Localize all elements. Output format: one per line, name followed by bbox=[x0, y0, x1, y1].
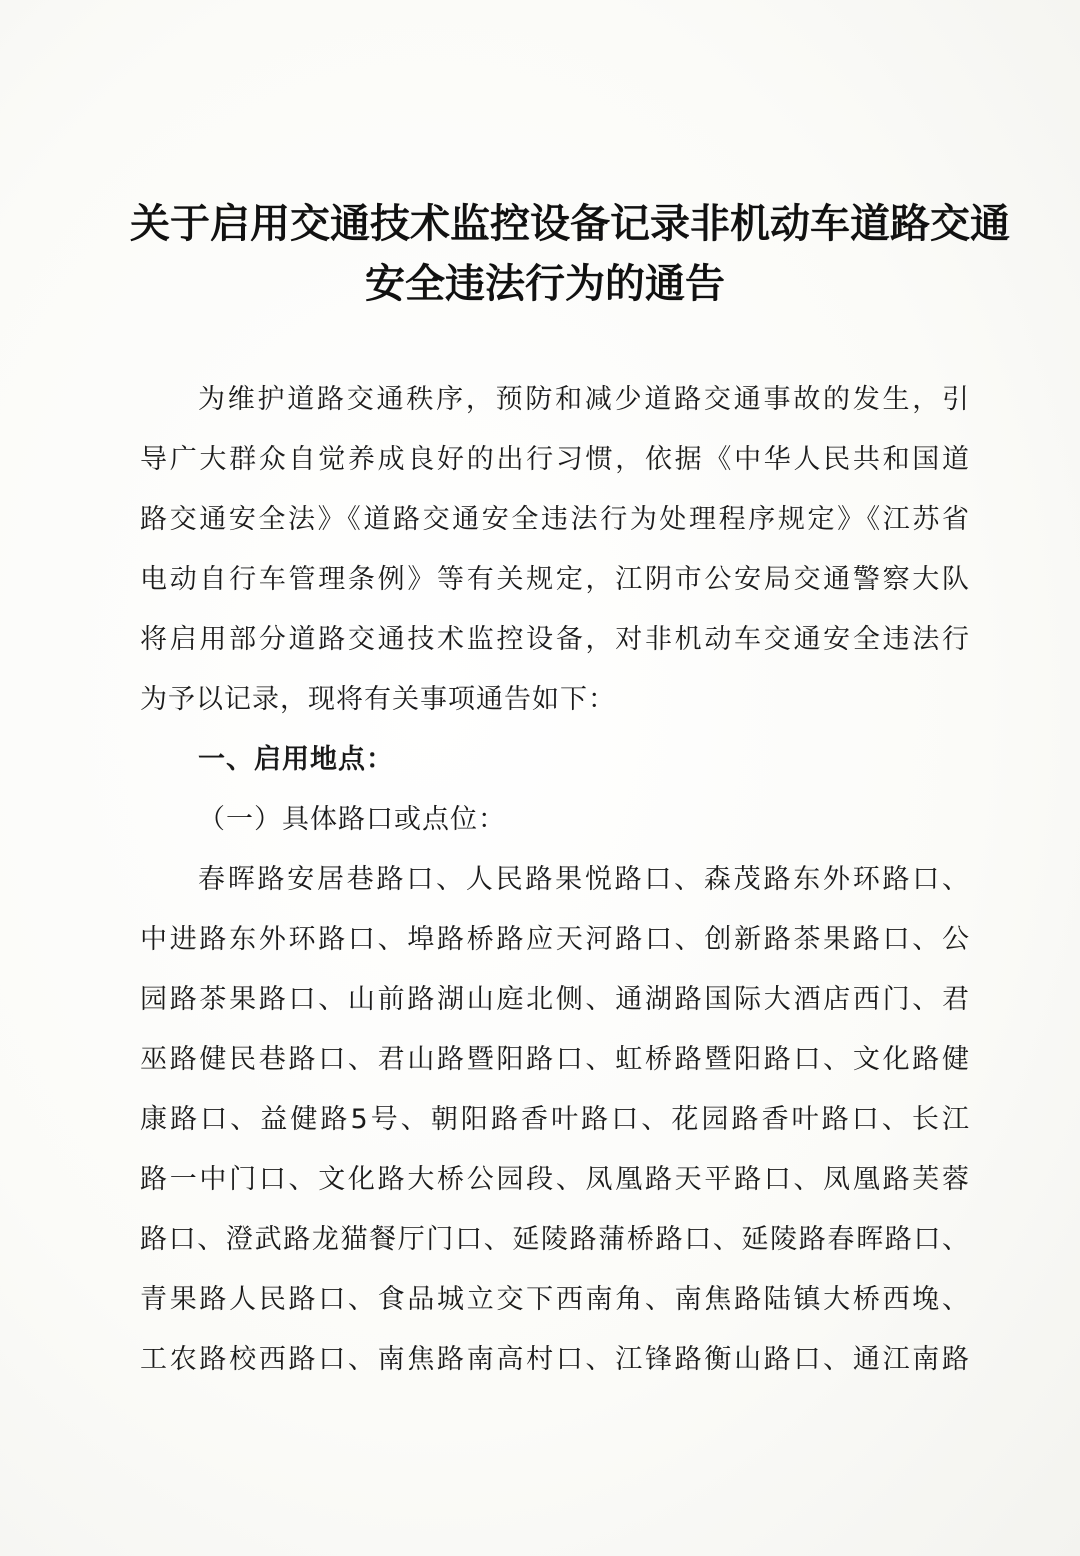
subsection-heading: （一）具体路口或点位： bbox=[198, 804, 506, 835]
location-line: 工农路校西路口、南焦路南高村口、江锋路衡山路口、通江南路 bbox=[140, 1344, 970, 1375]
section-heading: 一、启用地点： bbox=[198, 744, 394, 775]
location-line: 路一中门口、文化路大桥公园段、凤凰路天平路口、凤凰路芙蓉 bbox=[140, 1164, 970, 1195]
location-line: 康路口、益健路5号、朝阳路香叶路口、花园路香叶路口、长江 bbox=[140, 1104, 970, 1135]
location-line: 巫路健民巷路口、君山路暨阳路口、虹桥路暨阳路口、文化路健 bbox=[140, 1044, 970, 1075]
paragraph-line: 将启用部分道路交通技术监控设备，对非机动车交通安全违法行 bbox=[140, 624, 970, 655]
paragraph-line: 电动自行车管理条例》等有关规定，江阴市公安局交通警察大队 bbox=[140, 564, 970, 595]
location-line: 春晖路安居巷路口、人民路果悦路口、森茂路东外环路口、 bbox=[198, 864, 970, 895]
location-line: 路口、澄武路龙猫餐厅门口、延陵路蒲桥路口、延陵路春晖路口、 bbox=[140, 1224, 970, 1255]
location-line: 园路茶果路口、山前路湖山庭北侧、通湖路国际大酒店西门、君 bbox=[140, 984, 970, 1015]
paragraph-line: 为维护道路交通秩序，预防和减少道路交通事故的发生，引 bbox=[198, 384, 970, 415]
paragraph-line: 路交通安全法》《道路交通安全违法行为处理程序规定》《江苏省 bbox=[140, 504, 970, 535]
location-line: 中进路东外环路口、埠路桥路应天河路口、创新路茶果路口、公 bbox=[140, 924, 970, 955]
document-title-line-2: 安全违法行为的通告 bbox=[365, 260, 725, 307]
location-line: 青果路人民路口、食品城立交下西南角、南焦路陆镇大桥西堍、 bbox=[140, 1284, 970, 1315]
paragraph-line: 导广大群众自觉养成良好的出行习惯，依据《中华人民共和国道 bbox=[140, 444, 970, 475]
document-body bbox=[140, 370, 970, 1390]
paragraph-line: 为予以记录，现将有关事项通告如下： bbox=[140, 684, 616, 715]
document-title-line-1: 关于启用交通技术监控设备记录非机动车道路交通 bbox=[130, 200, 1010, 247]
